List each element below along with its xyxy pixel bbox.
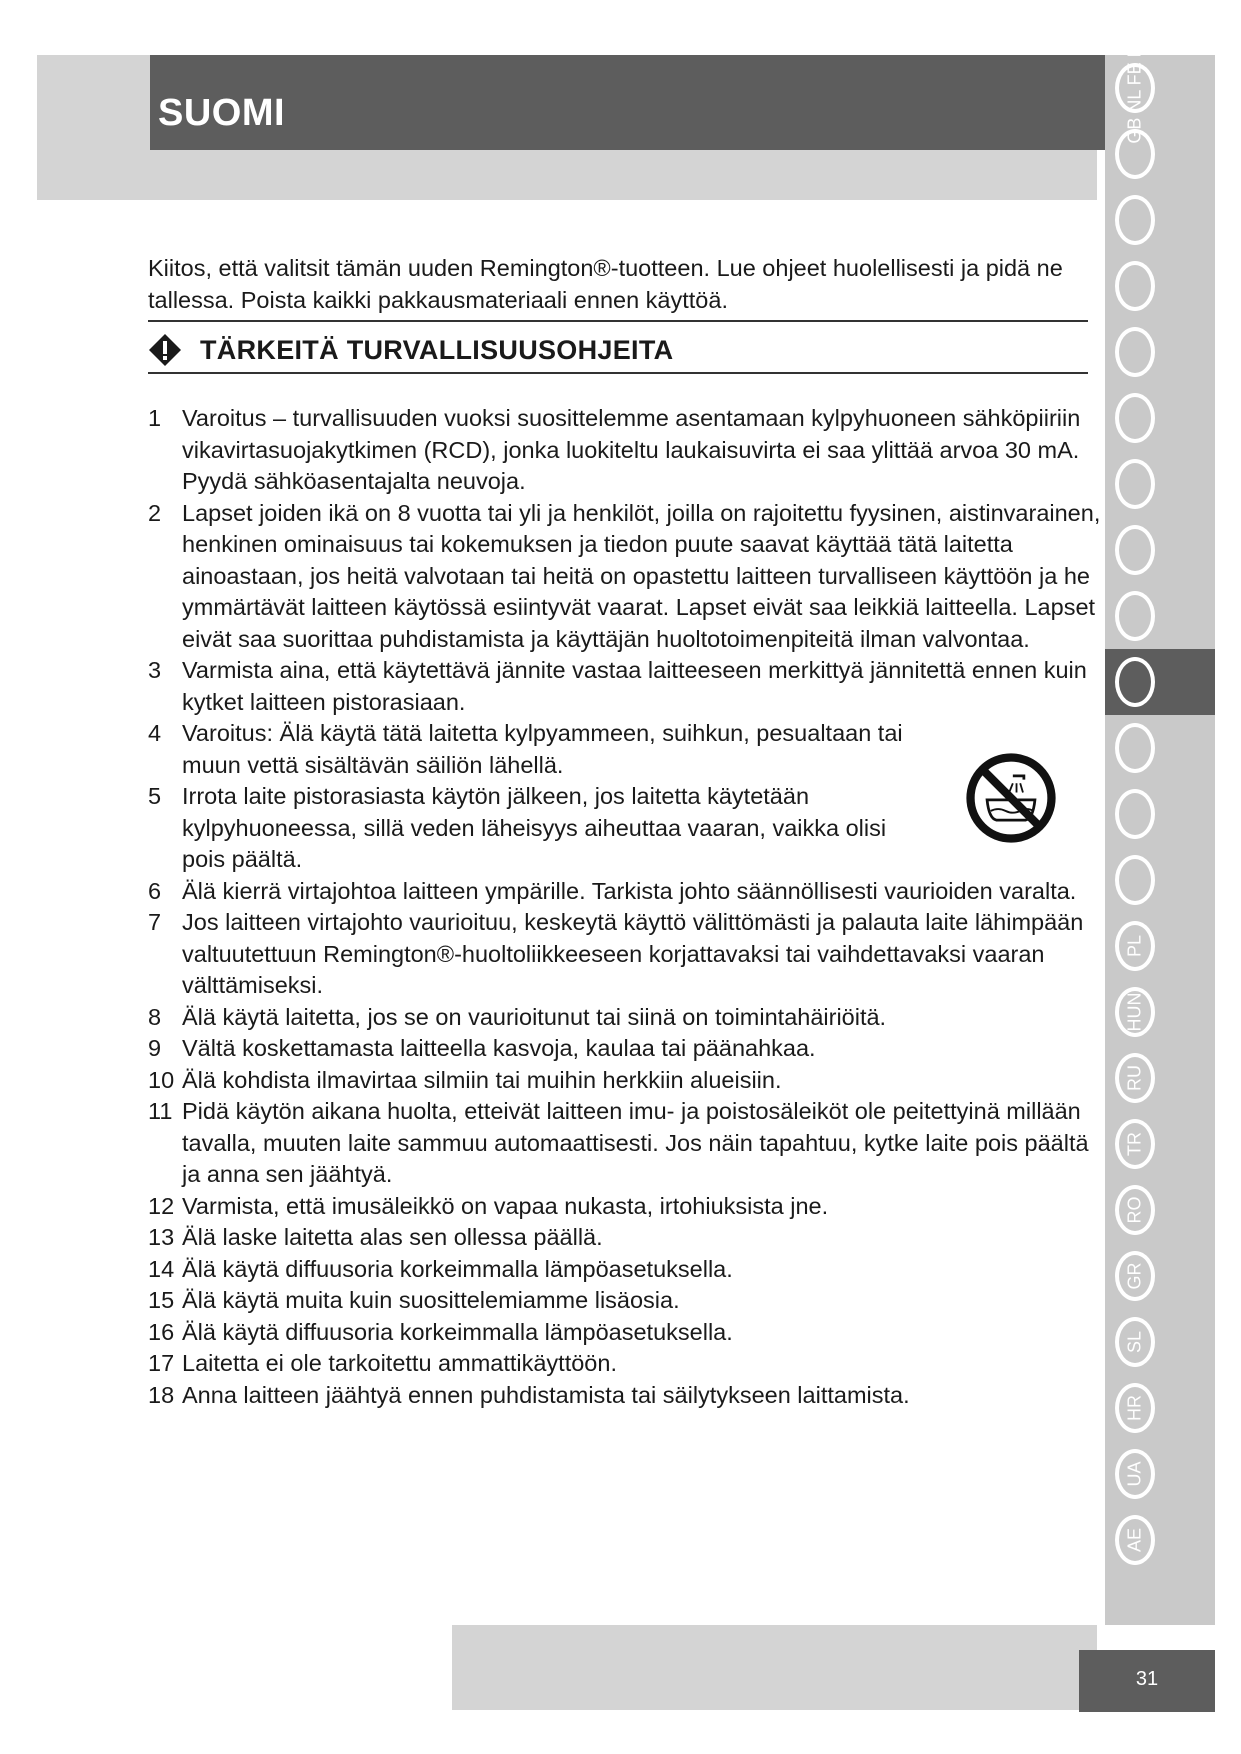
list-item — [148, 876, 1108, 908]
language-tab-circle — [1115, 657, 1155, 707]
list-item-number: 11 — [148, 1098, 173, 1124]
list-item-number: 13 — [148, 1224, 175, 1250]
list-item-number: 9 — [148, 1035, 162, 1061]
list-item — [148, 907, 1108, 1002]
list-item — [148, 1254, 1108, 1286]
language-tab[interactable] — [1105, 715, 1215, 781]
language-tab[interactable] — [1105, 1111, 1215, 1177]
page-number: 31 — [1135, 1668, 1159, 1690]
list-item — [148, 1285, 1108, 1317]
language-tab[interactable] — [1105, 1045, 1215, 1111]
language-tab-circle — [1115, 129, 1155, 179]
list-item — [148, 1380, 1108, 1412]
language-tab-label: PL — [1124, 934, 1145, 958]
list-item — [148, 403, 1108, 498]
language-tab[interactable] — [1105, 385, 1215, 451]
list-item-number: 17 — [148, 1350, 175, 1376]
language-tab[interactable] — [1105, 781, 1215, 847]
language-tab-circle — [1115, 261, 1155, 311]
language-tab[interactable] — [1105, 979, 1215, 1045]
list-item — [148, 1096, 1108, 1191]
no-bathtub-icon — [965, 752, 1057, 844]
language-tab[interactable] — [1105, 187, 1215, 253]
list-item-text: Vältä koskettamasta laitteella kasvoja, kaulaa tai päänahkaa. — [182, 1035, 816, 1061]
list-item-number: 16 — [148, 1318, 175, 1345]
language-tab[interactable] — [1105, 517, 1215, 583]
language-tab-circle — [1115, 459, 1155, 509]
list-item-text: Pidä käytön aikana huolta, etteivät laitteen imu- ja poistosäleiköt ole peitettyinä millään tavalla, muuten laite sammuu automaattisesti. Jos näin tapahtuu, kytke laite pois päältä ja anna sen jäähtyä. — [182, 1098, 1089, 1187]
list-item-number: 14 — [148, 1255, 175, 1282]
list-item-text: Varmista, että imusäleikkö on vapaa nukasta, irtohiuksista jne. — [182, 1192, 829, 1219]
list-item-text: Älä käytä diffuusoria korkeimmalla lämpöasetuksella. — [182, 1255, 733, 1282]
page-title: SUOMI — [158, 92, 286, 134]
list-item — [148, 1065, 1108, 1097]
list-item-text: Älä käytä diffuusoria korkeimmalla lämpöasetuksella. — [182, 1318, 733, 1345]
heading-rule-top — [148, 320, 1088, 322]
list-item-text: Varmista aina, että käytettävä jännite vastaa laitteeseen merkittyä jännitettä ennen kuin kytket laitteen pistorasiaan. — [182, 657, 1087, 715]
language-tab-label: RU — [1124, 1065, 1145, 1091]
language-tab[interactable] — [1105, 451, 1215, 517]
list-item-text: Irrota laite pistorasiasta käytön jälkeen, jos laitetta käytetään kylpyhuoneessa, sillä veden läheisyys aiheuttaa vaaran, vaikka olisi pois päältä. — [182, 783, 887, 872]
list-item — [148, 718, 922, 781]
page-number-box — [1079, 1650, 1215, 1712]
safety-heading-text: TÄRKEITÄ TURVALLISUUSOHJEITA — [200, 334, 674, 365]
language-tab-circle — [1115, 723, 1155, 773]
language-tab-circle — [1115, 855, 1155, 905]
heading-rule-bottom — [148, 372, 1088, 374]
list-item-text: Varoitus – turvallisuuden vuoksi suosittelemme asentamaan kylpyhuoneen sähköpiiriin vikavirtasuojakytkimen (RCD), jonka luokiteltu laukaisuvirta ei saa ylittää arvoa 30 mA. Pyydä sähköasentajalta neuvoja. — [182, 405, 1081, 494]
language-tab-circle — [1115, 327, 1155, 377]
safety-heading — [148, 330, 673, 370]
list-item-number: 5 — [148, 783, 162, 809]
language-tab-circle — [1115, 789, 1155, 839]
language-tab[interactable] — [1105, 319, 1215, 385]
language-tab[interactable] — [1105, 1243, 1215, 1309]
list-item-number: 7 — [148, 909, 162, 935]
list-item — [148, 1317, 1108, 1349]
language-tab-label: GR — [1124, 1262, 1145, 1290]
list-item-text: Älä kohdista ilmavirtaa silmiin tai muihin herkkiin alueisiin. — [182, 1066, 782, 1093]
language-tab-label: SL — [1124, 1330, 1145, 1354]
list-item-text: Anna laitteen jäähtyä ennen puhdistamista tai säilytykseen laittamista. — [182, 1381, 910, 1408]
language-tab-circle — [1115, 525, 1155, 575]
list-item — [148, 1222, 1108, 1254]
list-item-number: 1 — [148, 405, 162, 431]
language-tab-label: HUN — [1124, 992, 1145, 1032]
list-item-number: 2 — [148, 499, 162, 526]
language-tab-label: GB NL FE DE — [1124, 32, 1145, 144]
intro-paragraph: Kiitos, että valitsit tämän uuden Remington®-tuotteen. Lue ohjeet huolellisesti ja pidä ne tallessa. Poista kaikki pakkausmateriaali ennen käyttöä. — [148, 254, 1063, 313]
list-item-number: 15 — [148, 1287, 175, 1313]
language-title-bar — [150, 55, 1105, 150]
language-tab[interactable] — [1105, 1375, 1215, 1441]
list-item-number: 6 — [148, 877, 162, 904]
language-tab-label: AE — [1124, 1527, 1145, 1553]
language-tab[interactable] — [1105, 847, 1215, 913]
list-item — [148, 1348, 1108, 1380]
language-tab-circle — [1115, 195, 1155, 245]
language-tab[interactable] — [1105, 253, 1215, 319]
list-item-text: Älä käytä laitetta, jos se on vaurioitunut tai siinä on toimintahäiriöitä. — [182, 1003, 887, 1030]
list-item-number: 12 — [148, 1192, 175, 1219]
list-item-number: 8 — [148, 1003, 162, 1030]
language-tab[interactable] — [1105, 913, 1215, 979]
language-tab[interactable] — [1105, 32, 1215, 144]
language-tab[interactable] — [1105, 1441, 1215, 1507]
language-tab[interactable] — [1105, 121, 1215, 187]
list-item-text: Jos laitteen virtajohto vaurioituu, keskeytä käyttö välittömästi ja palauta laite lähimpään valtuutettuun Remington®-huoltoliikkeeseen korjattavaksi tai vaihdettavaksi vaaran välttämiseksi. — [182, 909, 1084, 998]
list-item-number: 10 — [148, 1066, 175, 1093]
list-item-text: Älä laske laitetta alas sen ollessa päällä. — [182, 1224, 603, 1250]
list-item-text: Älä kierrä virtajohtoa laitteen ympärille. Tarkista johto säännöllisesti vaurioiden varalta. — [182, 877, 1077, 904]
language-tab[interactable] — [1105, 649, 1215, 715]
language-tab-label: RO — [1124, 1196, 1145, 1224]
list-item — [148, 1002, 1108, 1034]
list-item-number: 3 — [148, 657, 162, 683]
language-tab-label: TR — [1124, 1132, 1145, 1156]
safety-list — [148, 403, 1108, 1411]
list-item-number: 4 — [148, 720, 162, 746]
list-item-text: Älä käytä muita kuin suosittelemiamme lisäosia. — [182, 1287, 680, 1313]
language-tab-label: HR — [1124, 1395, 1145, 1421]
language-tab[interactable] — [1105, 1177, 1215, 1243]
language-tab-label: UA — [1124, 1461, 1145, 1487]
language-tab[interactable] — [1105, 583, 1215, 649]
list-item — [148, 781, 922, 876]
list-item-text: Laitetta ei ole tarkoitettu ammattikäyttöön. — [182, 1350, 617, 1376]
list-item-text: Varoitus: Älä käytä tätä laitetta kylpyammeen, suihkun, pesualtaan tai muun vettä sisältävän säiliön lähellä. — [182, 720, 903, 778]
warning-icon — [148, 333, 182, 367]
list-item — [148, 1033, 1108, 1065]
list-item — [148, 498, 1108, 656]
language-tab-circle — [1115, 393, 1155, 443]
list-item-number: 18 — [148, 1381, 175, 1408]
list-item-text: Lapset joiden ikä on 8 vuotta tai yli ja henkilöt, joilla on rajoitettu fyysinen, aistinvarainen, henkinen ominaisuus tai kokemuksen ja tiedon puute saavat käyttää tätä laitetta ainoastaan, jos heitä valvotaan tai heitä on opastettu laitteen turvalliseen käyttöön ja he ymmärtävät laitteen käytössä esiintyvät vaarat. Lapset eivät saa leikkiä laitteella. Lapset eivät saa suorittaa puhdistamista ja käyttäjän huoltotoimenpiteitä ilman valvontaa. — [182, 499, 1101, 652]
footer-band — [452, 1625, 1097, 1710]
list-item — [148, 1191, 1108, 1223]
language-tab-circle — [1115, 591, 1155, 641]
language-tab[interactable] — [1105, 1507, 1215, 1573]
language-tab[interactable] — [1105, 1309, 1215, 1375]
list-item — [148, 655, 1108, 718]
